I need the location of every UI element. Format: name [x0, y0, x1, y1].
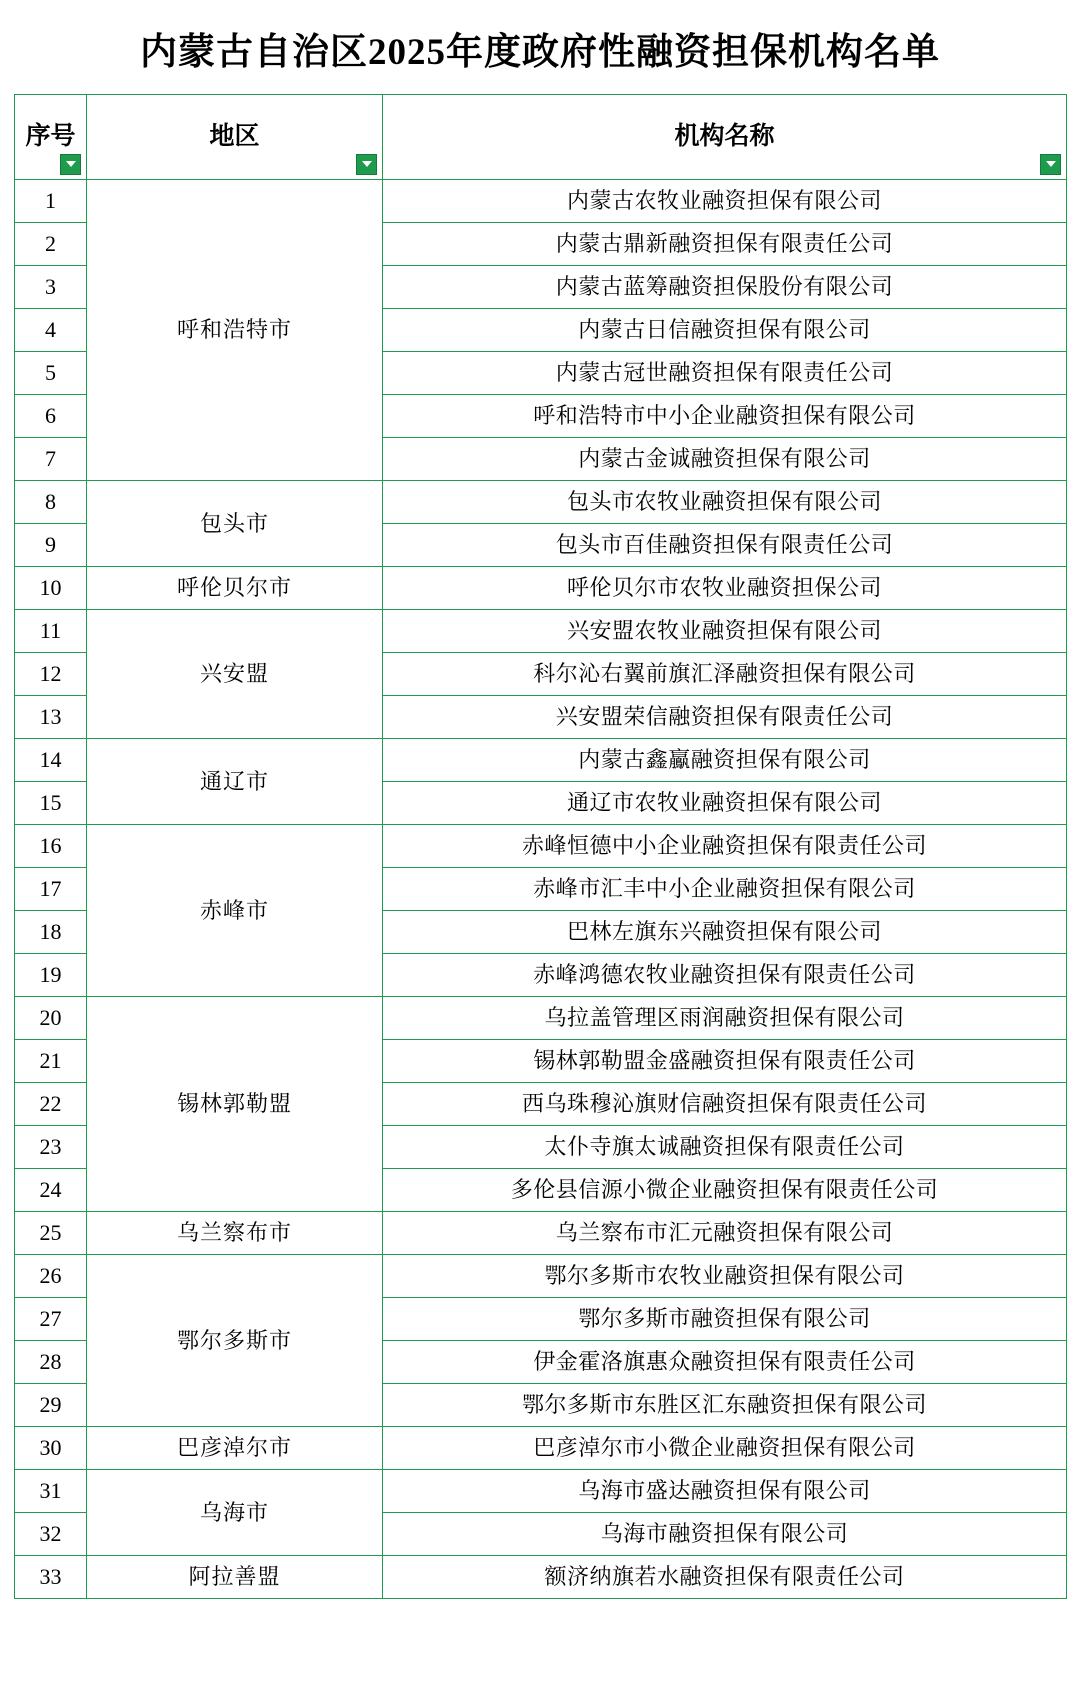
cell-no: 6 — [15, 394, 87, 437]
cell-no: 30 — [15, 1426, 87, 1469]
table-row — [15, 1254, 1067, 1297]
cell-region: 赤峰市 — [87, 824, 383, 996]
cell-no: 32 — [15, 1512, 87, 1555]
cell-region: 乌兰察布市 — [87, 1211, 383, 1254]
cell-institution-name: 呼和浩特市中小企业融资担保有限公司 — [383, 394, 1067, 437]
cell-institution-name: 内蒙古鼎新融资担保有限责任公司 — [383, 222, 1067, 265]
table-row — [15, 480, 1067, 523]
chevron-down-icon — [1046, 161, 1056, 167]
cell-no: 31 — [15, 1469, 87, 1512]
cell-no: 20 — [15, 996, 87, 1039]
cell-no: 15 — [15, 781, 87, 824]
cell-institution-name: 包头市百佳融资担保有限责任公司 — [383, 523, 1067, 566]
table-row — [15, 179, 1067, 222]
cell-no: 16 — [15, 824, 87, 867]
cell-institution-name: 内蒙古日信融资担保有限公司 — [383, 308, 1067, 351]
chevron-down-icon — [362, 161, 372, 167]
cell-no: 29 — [15, 1383, 87, 1426]
cell-institution-name: 内蒙古金诚融资担保有限公司 — [383, 437, 1067, 480]
cell-no: 4 — [15, 308, 87, 351]
cell-institution-name: 兴安盟荣信融资担保有限责任公司 — [383, 695, 1067, 738]
cell-institution-name: 鄂尔多斯市融资担保有限公司 — [383, 1297, 1067, 1340]
cell-institution-name: 内蒙古蓝筹融资担保股份有限公司 — [383, 265, 1067, 308]
cell-institution-name: 鄂尔多斯市东胜区汇东融资担保有限公司 — [383, 1383, 1067, 1426]
column-header-name — [383, 94, 1067, 179]
page-title: 内蒙古自治区2025年度政府性融资担保机构名单 — [140, 32, 940, 73]
cell-institution-name: 赤峰鸿德农牧业融资担保有限责任公司 — [383, 953, 1067, 996]
cell-no: 14 — [15, 738, 87, 781]
cell-institution-name: 内蒙古鑫鸁融资担保有限公司 — [383, 738, 1067, 781]
table-header-row — [15, 94, 1067, 179]
cell-institution-name: 赤峰恒德中小企业融资担保有限责任公司 — [383, 824, 1067, 867]
table-header — [15, 94, 1067, 179]
cell-region: 巴彦淖尔市 — [87, 1426, 383, 1469]
cell-institution-name: 包头市农牧业融资担保有限公司 — [383, 480, 1067, 523]
chevron-down-icon — [66, 161, 76, 167]
cell-no: 12 — [15, 652, 87, 695]
cell-institution-name: 额济纳旗若水融资担保有限责任公司 — [383, 1555, 1067, 1598]
cell-no: 17 — [15, 867, 87, 910]
cell-no: 11 — [15, 609, 87, 652]
cell-no: 3 — [15, 265, 87, 308]
cell-institution-name: 兴安盟农牧业融资担保有限公司 — [383, 609, 1067, 652]
cell-no: 9 — [15, 523, 87, 566]
cell-institution-name: 乌拉盖管理区雨润融资担保有限公司 — [383, 996, 1067, 1039]
cell-no: 27 — [15, 1297, 87, 1340]
cell-no: 5 — [15, 351, 87, 394]
cell-no: 25 — [15, 1211, 87, 1254]
filter-dropdown-icon-name[interactable] — [1040, 154, 1061, 175]
cell-institution-name: 乌兰察布市汇元融资担保有限公司 — [383, 1211, 1067, 1254]
table-row — [15, 609, 1067, 652]
cell-institution-name: 呼伦贝尔市农牧业融资担保公司 — [383, 566, 1067, 609]
cell-no: 2 — [15, 222, 87, 265]
cell-region: 通辽市 — [87, 738, 383, 824]
cell-institution-name: 西乌珠穆沁旗财信融资担保有限责任公司 — [383, 1082, 1067, 1125]
institution-list-table — [14, 94, 1067, 1599]
table-row — [15, 1426, 1067, 1469]
filter-dropdown-icon-region[interactable] — [356, 154, 377, 175]
filter-dropdown-icon-no[interactable] — [60, 154, 81, 175]
cell-no: 26 — [15, 1254, 87, 1297]
column-header-region — [87, 94, 383, 179]
column-header-no — [15, 94, 87, 179]
cell-no: 33 — [15, 1555, 87, 1598]
cell-institution-name: 科尔沁右翼前旗汇泽融资担保有限公司 — [383, 652, 1067, 695]
cell-no: 21 — [15, 1039, 87, 1082]
cell-institution-name: 伊金霍洛旗惠众融资担保有限责任公司 — [383, 1340, 1067, 1383]
table-row — [15, 1555, 1067, 1598]
cell-region: 锡林郭勒盟 — [87, 996, 383, 1211]
cell-region: 乌海市 — [87, 1469, 383, 1555]
cell-region: 呼和浩特市 — [87, 179, 383, 480]
table-row — [15, 1469, 1067, 1512]
cell-no: 22 — [15, 1082, 87, 1125]
column-header-name-label: 机构名称 — [674, 123, 775, 151]
cell-no: 19 — [15, 953, 87, 996]
cell-institution-name: 太仆寺旗太诚融资担保有限责任公司 — [383, 1125, 1067, 1168]
cell-no: 8 — [15, 480, 87, 523]
cell-institution-name: 巴林左旗东兴融资担保有限公司 — [383, 910, 1067, 953]
cell-region: 包头市 — [87, 480, 383, 566]
cell-region: 呼伦贝尔市 — [87, 566, 383, 609]
table-row — [15, 1211, 1067, 1254]
cell-region: 兴安盟 — [87, 609, 383, 738]
table-body — [15, 179, 1067, 1598]
cell-no: 18 — [15, 910, 87, 953]
cell-no: 23 — [15, 1125, 87, 1168]
table-row — [15, 566, 1067, 609]
cell-institution-name: 通辽市农牧业融资担保有限公司 — [383, 781, 1067, 824]
cell-no: 1 — [15, 179, 87, 222]
cell-institution-name: 内蒙古冠世融资担保有限责任公司 — [383, 351, 1067, 394]
cell-institution-name: 鄂尔多斯市农牧业融资担保有限公司 — [383, 1254, 1067, 1297]
table-row — [15, 996, 1067, 1039]
cell-institution-name: 多伦县信源小微企业融资担保有限责任公司 — [383, 1168, 1067, 1211]
cell-institution-name: 内蒙古农牧业融资担保有限公司 — [383, 179, 1067, 222]
cell-no: 13 — [15, 695, 87, 738]
cell-region: 鄂尔多斯市 — [87, 1254, 383, 1426]
column-header-region-label: 地区 — [209, 123, 260, 151]
cell-institution-name: 乌海市融资担保有限公司 — [383, 1512, 1067, 1555]
cell-region: 阿拉善盟 — [87, 1555, 383, 1598]
table-row — [15, 824, 1067, 867]
cell-no: 28 — [15, 1340, 87, 1383]
cell-no: 24 — [15, 1168, 87, 1211]
cell-institution-name: 赤峰市汇丰中小企业融资担保有限公司 — [383, 867, 1067, 910]
cell-institution-name: 乌海市盛达融资担保有限公司 — [383, 1469, 1067, 1512]
cell-no: 7 — [15, 437, 87, 480]
column-header-no-label: 序号 — [25, 123, 76, 151]
cell-institution-name: 锡林郭勒盟金盛融资担保有限责任公司 — [383, 1039, 1067, 1082]
table-row — [15, 738, 1067, 781]
cell-no: 10 — [15, 566, 87, 609]
cell-institution-name: 巴彦淖尔市小微企业融资担保有限公司 — [383, 1426, 1067, 1469]
